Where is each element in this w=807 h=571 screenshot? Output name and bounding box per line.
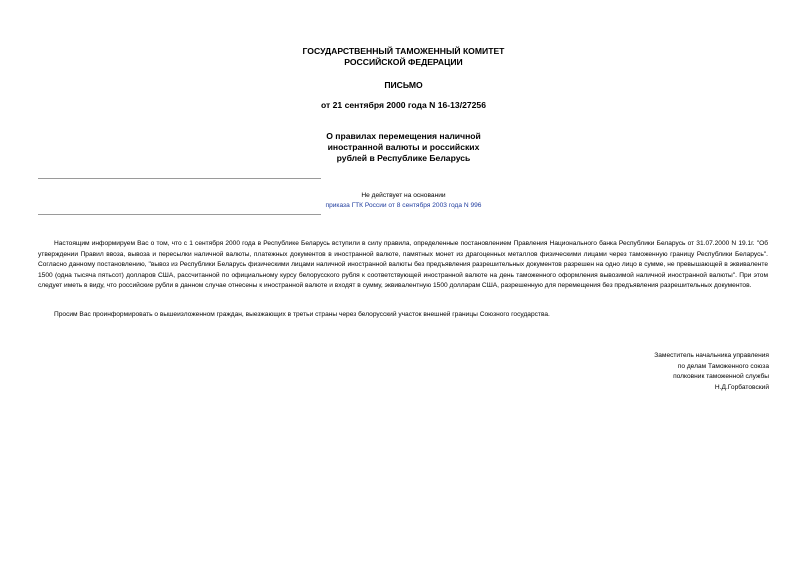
signature-block (654, 351, 769, 393)
document-subject-line1: О правилах перемещения наличной (326, 131, 481, 141)
issuing-authority-line2: РОССИЙСКОЙ ФЕДЕРАЦИИ (344, 57, 463, 67)
document-subject-line3: рублей в Республике Беларусь (336, 153, 471, 163)
status-note: Не действует на основании (361, 192, 446, 199)
document-subject (0, 131, 807, 164)
body-paragraph-1: Настоящим информируем Вас о том, что с 1 сентября 2000 года в Республике Беларусь вступили в силу правила, определенные постановлением Правления Национального банка Республики Беларусь от 31.07.2000 N 19.1г. "Об утверждении Правил ввоза, вывоза и пересылки наличной валюты, платежных документов в иностранной валюте, памятных монет из драгоценных металлов физическими лицами через таможенную границу Республики Беларусь". Согласно данному постановлению, "вывоз из Республики Беларусь физическими лицами наличной иностранной валюты без предъявления разрешительных документов разрешен на одно лицо в сумме, не превышающей в эквиваленте 1500 (одна тысяча пятьсот) долларов США, рассчитанной по официальному курсу белорусского рубля к соответствующей иностранной валюте на день таможенного оформления вывозимой наличной иностранной валюты". При этом следует иметь в виду, что российские рубли в данном случае отнесены к иностранной валюте и входят в сумму, эквивалентную 1500 долларам США, разрешенную для перемещения без предъявления разрешительных документов. (38, 240, 768, 289)
signatory-name: Н.Д.Горбатовский (714, 383, 769, 391)
document-date-number: от 21 сентября 2000 года N 16-13/27256 (321, 100, 486, 110)
divider-top (38, 178, 321, 179)
document-type: ПИСЬМО (384, 80, 423, 90)
document-subject-line2: иностранной валюты и российских (327, 142, 480, 152)
repeal-order-link[interactable]: приказа ГТК России от 8 сентября 2003 года N 996 (325, 202, 482, 209)
divider-bottom (38, 214, 321, 215)
signatory-position: Заместитель начальника управления (654, 352, 769, 359)
signatory-rank: полковник таможенной службы (673, 373, 769, 380)
signatory-department: по делам Таможенного союза (677, 362, 769, 370)
body-paragraph-2: Просим Вас проинформировать о вышеизложенном граждан, выезжающих в третьи страны через белорусский участок внешней границы Союзного государства. (54, 311, 550, 318)
issuing-authority-line1: ГОСУДАРСТВЕННЫЙ ТАМОЖЕННЫЙ КОМИТЕТ (302, 46, 505, 56)
issuing-authority (0, 46, 807, 68)
